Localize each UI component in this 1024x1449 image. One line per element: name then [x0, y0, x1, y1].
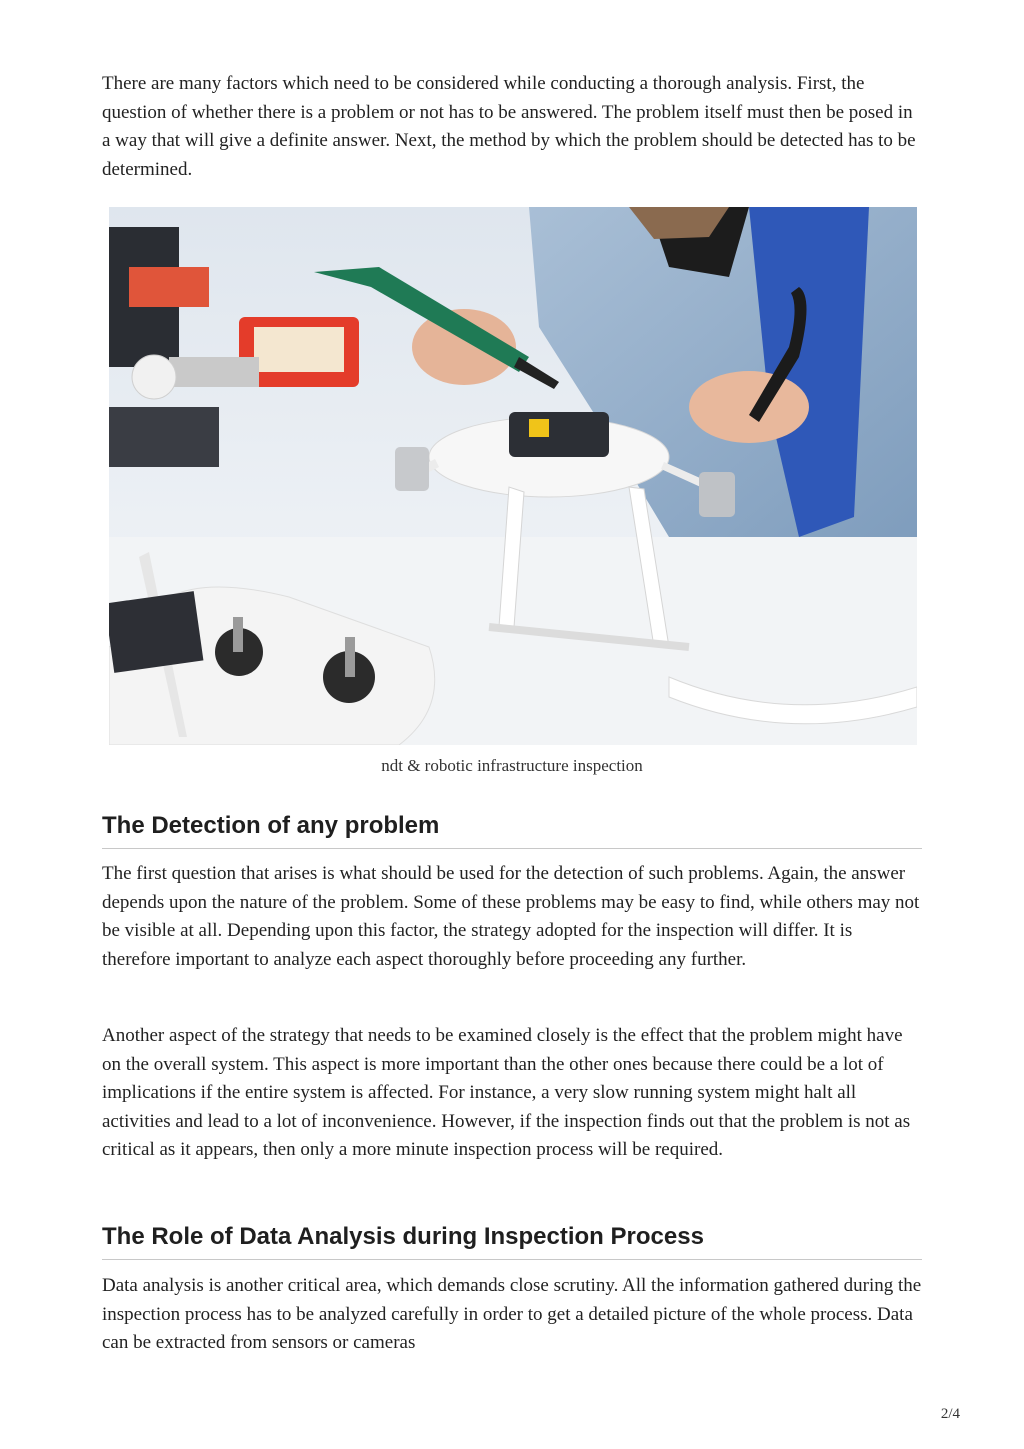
heading-divider [102, 1259, 922, 1260]
section-heading-detection-wrap [102, 812, 922, 849]
heading-divider [102, 848, 922, 849]
section-heading-data-analysis-wrap [102, 1223, 922, 1260]
drone-repair-photo [109, 207, 917, 745]
intro-paragraph: There are many factors which need to be considered while conducting a thorough analysis. First, the question of whether there is a problem or not has to be answered. The problem itself must then be posed in a way that will give a definite answer. Next, the method by which the problem should be detected has to be determined. [102, 73, 916, 180]
detection-paragraph-1: The first question that arises is what should be used for the detection of such problems. Again, the answer depends upon the nature of the problem. Some of these problems may be easy to find, while others may not be visible at all. Depending upon this factor, the strategy adopted for the inspection will differ. It is therefore important to analyze each aspect thoroughly before proceeding any further. [102, 863, 920, 970]
figure-caption: ndt & robotic infrastructure inspection [381, 756, 643, 775]
detection-paragraph-2: Another aspect of the strategy that needs to be examined closely is the effect that the problem might have on the overall system. This aspect is more important than the other ones because there could be a lot of implications if the entire system is affected. For instance, a very slow running system might halt all activities and lead to a lot of inconvenience. However, if the inspection finds out that the problem is not as critical as it appears, then only a more minute inspection process will be required. [102, 1025, 911, 1161]
section-heading-data-analysis: The Role of Data Analysis during Inspection Process [102, 1223, 704, 1250]
data-analysis-paragraph-1: Data analysis is another critical area, which demands close scrutiny. All the information gathered during the inspection process has to be analyzed carefully in order to get a detailed picture of the whole process. Data can be extracted from sensors or cameras [102, 1275, 922, 1354]
page-number: 2/4 [940, 1406, 960, 1422]
section-heading-detection: The Detection of any problem [102, 812, 440, 839]
